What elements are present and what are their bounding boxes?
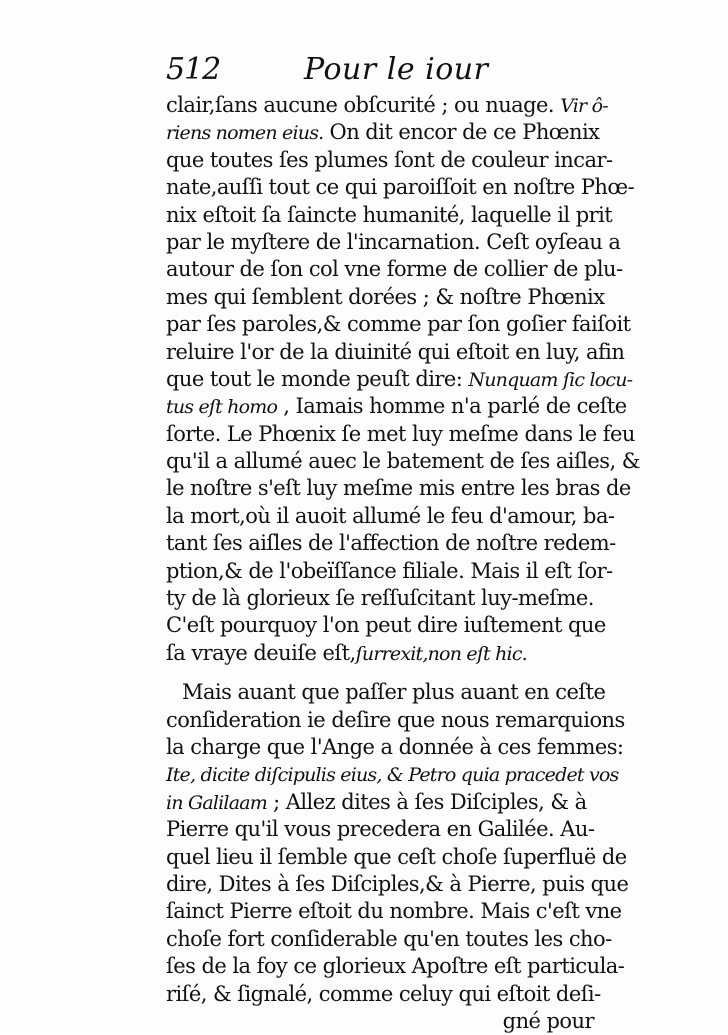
text-segment: dire, Dites à ſes Diſciples,& à Pierre, puis que: [166, 871, 629, 896]
text-segment: par le myſtere de l'incarnation. Ceſt oyſeau a: [166, 229, 621, 254]
running-title: Pour le iour: [304, 52, 489, 87]
latin-quotation: ſurrexit,non eſt hic.: [355, 642, 527, 665]
text-line: [166, 202, 613, 229]
text-line: [166, 898, 622, 925]
latin-quotation: Nunquam ſic locu-: [468, 368, 633, 391]
text-line: [166, 92, 608, 119]
text-line: [166, 311, 631, 338]
text-segment: ſorte. Le Phœnix ſe met luy meſme dans le feu: [166, 421, 635, 446]
text-line: [166, 734, 624, 761]
paragraph-2: [166, 679, 629, 1008]
text-segment: par ſes paroles,& comme par ſon goſier faiſoit: [166, 312, 631, 337]
latin-quotation: tus eſt homo: [166, 396, 278, 419]
text-segment: riſé, & ſignalé, comme celuy qui eſtoit deſi-: [166, 981, 601, 1006]
text-segment: quel lieu il ſemble que ceſt choſe ſuperfluë de: [166, 844, 627, 869]
latin-quotation: Vir ô-: [560, 95, 608, 117]
text-line: [166, 284, 605, 311]
text-line: [166, 393, 627, 420]
text-line: [166, 339, 625, 366]
text-line: [166, 448, 640, 475]
text-line: [166, 229, 621, 256]
latin-quotation: in Galilaam: [166, 791, 267, 814]
text-segment: nix eſtoit ſa ſaincte humanité, laquelle il prit: [166, 202, 613, 227]
text-line: [166, 789, 596, 816]
text-line: [166, 585, 596, 612]
text-segment: la mort,où il auoit allumé le feu d'amour, ba-: [166, 503, 615, 528]
text-line: [166, 421, 635, 448]
text-line: [166, 953, 625, 980]
paragraph-gap: [166, 667, 596, 679]
text-segment: nate,auſſi tout ce qui paroiſſoit en noſtre Phœ-: [166, 175, 635, 200]
text-segment: ption,& de l'obeïſſance filiale. Mais il eſt ſor-: [166, 558, 613, 583]
text-segment: que tout le monde peuſt dire:: [166, 366, 469, 391]
text-line: [166, 475, 631, 502]
text-line: [166, 530, 616, 557]
text-segment: tant ſes aiſles de l'affection de noſtre redem-: [166, 531, 616, 556]
text-line: [166, 119, 600, 146]
text-segment: que toutes ſes plumes ſont de couleur incar-: [166, 147, 613, 172]
text-line: [166, 256, 623, 283]
text-line: [166, 612, 606, 639]
text-line: [166, 816, 596, 843]
text-line: [166, 147, 613, 174]
text-segment: la charge que l'Ange a donnée à ces femmes:: [166, 734, 624, 759]
catchword: gné pour: [502, 1008, 594, 1033]
text-segment: clair,ſans aucune obſcurité ; ou nuage.: [166, 93, 561, 117]
text-segment: qu'il a allumé auec le batement de ſes aiſles, &: [166, 449, 640, 474]
running-head: [166, 52, 596, 92]
text-segment: Pierre qu'il vous precedera en Galilée. Au-: [166, 817, 595, 842]
text-line: [166, 926, 612, 953]
text-segment: ; Allez dites à ſes Diſciples, & à: [266, 789, 587, 814]
text-segment: autour de ſon col vne forme de collier de plu-: [166, 257, 623, 282]
text-segment: Mais auant que paſſer plus auant en ceſte: [182, 680, 606, 705]
text-block: [166, 92, 640, 1035]
text-segment: choſe fort conſiderable qu'en toutes les cho-: [166, 926, 612, 951]
text-segment: ſes de la foy ce glorieux Apoſtre eſt particula-: [166, 954, 625, 979]
text-segment: , Iamais homme n'a parlé de ceſte: [277, 394, 627, 419]
text-line: [166, 981, 601, 1008]
text-segment: mes qui ſemblent dorées ; & noſtre Phœnix: [166, 284, 605, 309]
text-line: [166, 844, 627, 871]
text-segment: ſainct Pierre eſtoit du nombre. Mais c'eſt vne: [166, 899, 622, 924]
latin-quotation: Ite, dicite diſcipulis eius, & Petro quia pracedet vos: [166, 764, 619, 787]
text-line: [166, 366, 633, 393]
text-segment: C'eſt pourquoy l'on peut dire iuſtement que: [166, 613, 606, 638]
text-line: [166, 640, 596, 667]
text-segment: reluire l'or de la diuinité qui eſtoit en luy, afin: [166, 339, 625, 364]
text-segment: conſideration ie deſire que nous remarquions: [166, 707, 625, 732]
text-line: [166, 174, 635, 201]
text-line: [166, 679, 606, 706]
text-line: [166, 558, 613, 585]
page-number: 512: [166, 52, 221, 87]
text-line: [166, 761, 619, 788]
latin-quotation: riens nomen eius.: [166, 122, 324, 145]
text-line: [166, 871, 629, 898]
text-segment: On dit encor de ce Phœnix: [323, 120, 600, 145]
text-segment: le noſtre s'eſt luy meſme mis entre les bras de: [166, 476, 631, 501]
paragraph-1: [166, 92, 640, 667]
text-line: [166, 707, 625, 734]
text-segment: ty de là glorieux ſe reſſuſcitant luy-meſme.: [166, 586, 594, 611]
text-segment: ſa vraye deuiſe eſt,: [166, 640, 356, 665]
text-line: [166, 503, 615, 530]
